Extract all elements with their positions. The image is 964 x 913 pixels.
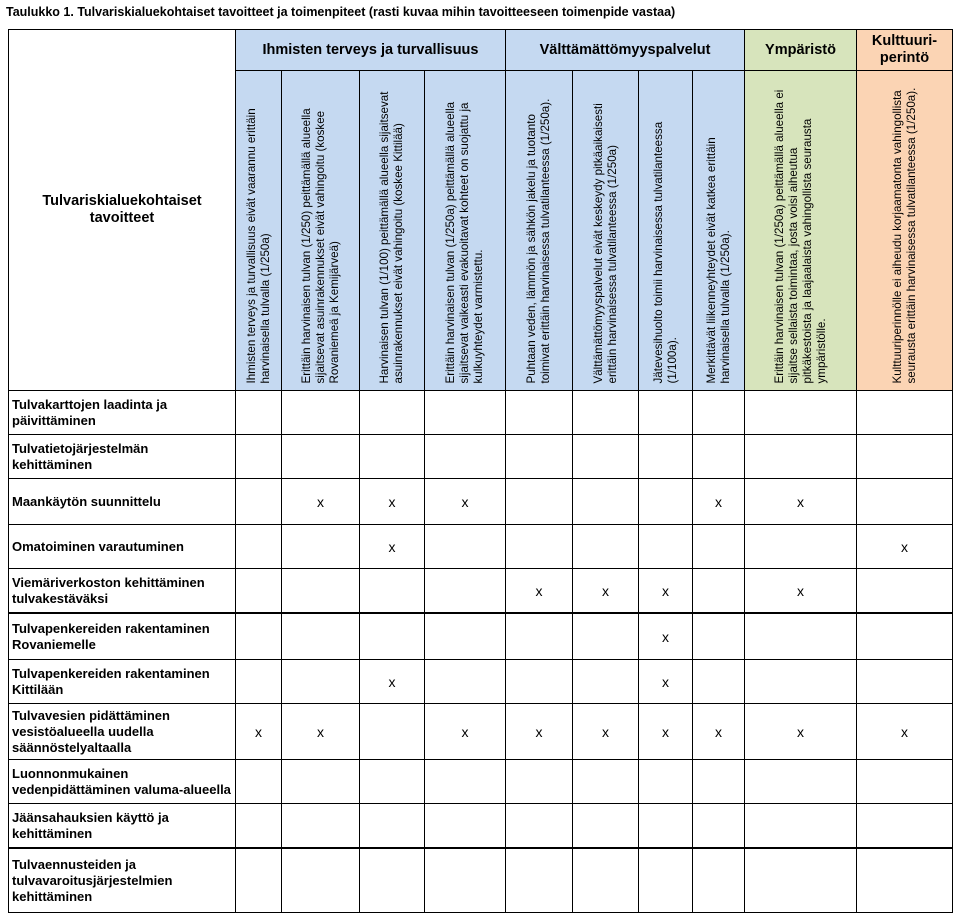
table-row	[9, 613, 953, 660]
mark-cell	[693, 525, 745, 569]
goal-text: Erittäin harvinaisen tulvan (1/250a) peittämällä alueella sijaitsevat vaikeasti evakuoitavat kohteet on suojattu ja kulkuyhteydet varmistettu.	[444, 101, 485, 383]
goal-header-4	[425, 71, 506, 391]
x-mark: x	[317, 723, 324, 740]
mark-cell	[745, 435, 857, 479]
mark-cell	[236, 479, 282, 525]
corner-label: Tulvariskialuekohtaiset tavoitteet	[9, 30, 236, 391]
mark-cell	[236, 804, 282, 849]
table-row	[9, 391, 953, 435]
mark-cell	[573, 613, 639, 660]
mark-cell	[639, 479, 693, 525]
mark-cell	[360, 804, 425, 849]
mark-cell	[639, 569, 693, 614]
goal-text: Merkittävät liikenneyhteydet eivät katkea erittäin harvinaisella tulvalla (1/250a).	[704, 136, 732, 383]
mark-cell	[425, 435, 506, 479]
mark-cell	[573, 479, 639, 525]
goal-header-10	[857, 71, 953, 391]
x-mark: x	[901, 538, 908, 555]
mark-cell	[236, 435, 282, 479]
mark-cell	[506, 391, 573, 435]
row-label: Maankäytön suunnittelu	[9, 479, 236, 525]
mark-cell	[857, 435, 953, 479]
mark-cell	[573, 704, 639, 760]
goal-text: Puhtaan veden, lämmön ja sähkön jakelu ja tuotanto toimivat erittäin harvinaisessa tulvatilanteessa (1/250a).	[525, 98, 552, 383]
mark-cell	[360, 435, 425, 479]
mark-cell	[360, 704, 425, 760]
goal-text: Välttämättömyyspalvelut eivät keskeydy pitkäaikaisesti erittäin harvinaisessa tulvatilanteessa (1/250a)	[591, 102, 619, 383]
mark-cell	[360, 391, 425, 435]
group-cultural-heritage: Kulttuuri-perintö	[857, 30, 953, 71]
goal-text: Erittäin harvinaisen tulvan (1/250) peittämällä alueella sijaitsevat asuinrakennukset eivät vahingoitu (koskee Rovaniemeä ja Kemijärveä)	[299, 107, 341, 383]
mark-cell	[639, 848, 693, 913]
x-mark: x	[388, 538, 396, 555]
mark-cell	[573, 569, 639, 614]
row-label: Tulvavesien pidättäminen vesistöalueella uudella säännöstelyaltaalla	[9, 704, 236, 760]
mark-cell	[857, 479, 953, 525]
goal-header-3	[360, 71, 425, 391]
mark-cell	[282, 704, 360, 760]
mark-cell	[282, 435, 360, 479]
mark-cell	[506, 760, 573, 804]
goal-header-8	[693, 71, 745, 391]
x-mark: x	[715, 493, 722, 510]
mark-cell	[745, 613, 857, 660]
x-mark: x	[602, 582, 609, 599]
mark-cell	[236, 660, 282, 704]
x-mark: x	[602, 723, 609, 740]
row-label: Jäänsahauksien käyttö ja kehittäminen	[9, 804, 236, 849]
mark-cell	[573, 848, 639, 913]
mark-cell	[236, 760, 282, 804]
x-mark: x	[255, 723, 262, 740]
group-environment: Ympäristö	[745, 30, 857, 71]
mark-cell	[693, 479, 745, 525]
mark-cell	[360, 525, 425, 569]
x-mark: x	[662, 723, 669, 740]
goal-text: Jätevesihuolto toimii harvinaisessa tulvatilanteessa (1/100a).	[651, 121, 679, 383]
mark-cell	[506, 704, 573, 760]
mark-cell	[506, 804, 573, 849]
table-row	[9, 704, 953, 760]
mark-cell	[857, 569, 953, 614]
x-mark: x	[461, 493, 469, 510]
goal-text: Ihmisten terveys ja turvallisuus eivät vaarannu erittäin harvinaisella tulvalla (1/250a)	[244, 107, 272, 383]
mark-cell	[282, 760, 360, 804]
mark-cell	[360, 660, 425, 704]
x-mark: x	[901, 723, 908, 740]
mark-cell	[857, 391, 953, 435]
mark-cell	[282, 660, 360, 704]
row-label: Luonnonmukainen vedenpidättäminen valuma-alueella	[9, 760, 236, 804]
table-row	[9, 804, 953, 849]
table-row	[9, 525, 953, 569]
mark-cell	[693, 613, 745, 660]
row-label: Tulvapenkereiden rakentaminen Rovaniemelle	[9, 613, 236, 660]
x-mark: x	[388, 673, 396, 690]
mark-cell	[857, 660, 953, 704]
mark-cell	[639, 435, 693, 479]
mark-cell	[573, 760, 639, 804]
group-essential-services: Välttämättömyyspalvelut	[506, 30, 745, 71]
row-label: Omatoiminen varautuminen	[9, 525, 236, 569]
mark-cell	[693, 569, 745, 614]
mark-cell	[693, 848, 745, 913]
mark-cell	[639, 613, 693, 660]
mark-cell	[693, 760, 745, 804]
mark-cell	[425, 525, 506, 569]
mark-cell	[425, 848, 506, 913]
mark-cell	[425, 391, 506, 435]
mark-cell	[857, 525, 953, 569]
mark-cell	[745, 760, 857, 804]
mark-cell	[745, 569, 857, 614]
group-health-safety: Ihmisten terveys ja turvallisuus	[236, 30, 506, 71]
mark-cell	[857, 613, 953, 660]
mark-cell	[282, 613, 360, 660]
mark-cell	[693, 391, 745, 435]
row-label: Tulvatietojärjestelmän kehittäminen	[9, 435, 236, 479]
table-row	[9, 848, 953, 913]
x-mark: x	[797, 723, 804, 740]
goal-header-6	[573, 71, 639, 391]
x-mark: x	[317, 493, 324, 510]
mark-cell	[360, 760, 425, 804]
mark-cell	[425, 804, 506, 849]
mark-cell	[425, 660, 506, 704]
x-mark: x	[461, 723, 469, 740]
x-mark: x	[797, 582, 804, 599]
mark-cell	[506, 613, 573, 660]
goal-text: Erittäin harvinaisen tulvan (1/250a) peittämällä alueella ei sijaitse sellaista toimintaa, josta voisi aiheutua pitkäkestoista ja laajaalaista vahingollista seurausta ympäristölle.	[772, 89, 828, 383]
mark-cell	[693, 704, 745, 760]
table-row	[9, 660, 953, 704]
mark-cell	[857, 760, 953, 804]
mark-cell	[282, 848, 360, 913]
objectives-table	[8, 29, 953, 913]
mark-cell	[236, 525, 282, 569]
table-row	[9, 435, 953, 479]
row-label: Tulvapenkereiden rakentaminen Kittilään	[9, 660, 236, 704]
row-label: Tulvaennusteiden ja tulvavaroitusjärjestelmien kehittäminen	[9, 848, 236, 913]
mark-cell	[425, 569, 506, 614]
table-row	[9, 569, 953, 614]
mark-cell	[360, 613, 425, 660]
mark-cell	[745, 848, 857, 913]
goal-text: Kulttuuriperinnölle ei aiheudu korjaamatonta vahingollista seurausta erittäin harvinaisessa tulvatilanteessa (1/250a).	[890, 87, 918, 383]
mark-cell	[236, 569, 282, 614]
mark-cell	[745, 804, 857, 849]
mark-cell	[639, 804, 693, 849]
mark-cell	[425, 704, 506, 760]
table-row	[9, 760, 953, 804]
mark-cell	[236, 391, 282, 435]
mark-cell	[745, 479, 857, 525]
mark-cell	[693, 660, 745, 704]
mark-cell	[573, 435, 639, 479]
mark-cell	[506, 435, 573, 479]
table-caption: Taulukko 1. Tulvariskialuekohtaiset tavoitteet ja toimenpiteet (rasti kuvaa mihin tavoitteeseen toimenpide vastaa)	[6, 5, 676, 19]
mark-cell	[857, 704, 953, 760]
mark-cell	[573, 391, 639, 435]
mark-cell	[506, 525, 573, 569]
mark-cell	[236, 704, 282, 760]
mark-cell	[639, 704, 693, 760]
mark-cell	[639, 660, 693, 704]
x-mark: x	[662, 628, 669, 645]
x-mark: x	[797, 493, 804, 510]
row-label: Viemäriverkoston kehittäminen tulvakestäväksi	[9, 569, 236, 614]
mark-cell	[693, 435, 745, 479]
mark-cell	[573, 804, 639, 849]
mark-cell	[425, 479, 506, 525]
mark-cell	[745, 660, 857, 704]
mark-cell	[639, 391, 693, 435]
mark-cell	[425, 760, 506, 804]
mark-cell	[639, 760, 693, 804]
x-mark: x	[388, 493, 396, 510]
x-mark: x	[715, 723, 722, 740]
x-mark: x	[535, 582, 543, 599]
x-mark: x	[535, 723, 543, 740]
mark-cell	[506, 479, 573, 525]
mark-cell	[282, 479, 360, 525]
goal-text: Harvinaisen tulvan (1/100) peittämällä alueella sijaitsevat asuinrakennukset eivät vahingoitu (koskee Kittilää)	[378, 91, 405, 383]
mark-cell	[745, 391, 857, 435]
mark-cell	[573, 660, 639, 704]
x-mark: x	[662, 673, 669, 690]
mark-cell	[360, 569, 425, 614]
mark-cell	[236, 613, 282, 660]
table-row	[9, 479, 953, 525]
goal-header-5	[506, 71, 573, 391]
mark-cell	[282, 391, 360, 435]
mark-cell	[506, 569, 573, 614]
mark-cell	[360, 479, 425, 525]
mark-cell	[639, 525, 693, 569]
mark-cell	[506, 848, 573, 913]
mark-cell	[693, 804, 745, 849]
mark-cell	[857, 848, 953, 913]
mark-cell	[282, 569, 360, 614]
row-label: Tulvakarttojen laadinta ja päivittäminen	[9, 391, 236, 435]
goal-header-1	[236, 71, 282, 391]
mark-cell	[236, 848, 282, 913]
mark-cell	[282, 525, 360, 569]
mark-cell	[745, 704, 857, 760]
group-header-row	[9, 30, 953, 71]
mark-cell	[360, 848, 425, 913]
goal-header-9	[745, 71, 857, 391]
mark-cell	[745, 525, 857, 569]
x-mark: x	[662, 582, 669, 599]
mark-cell	[425, 613, 506, 660]
mark-cell	[282, 804, 360, 849]
goal-header-7	[639, 71, 693, 391]
mark-cell	[857, 804, 953, 849]
mark-cell	[573, 525, 639, 569]
goal-header-2	[282, 71, 360, 391]
mark-cell	[506, 660, 573, 704]
